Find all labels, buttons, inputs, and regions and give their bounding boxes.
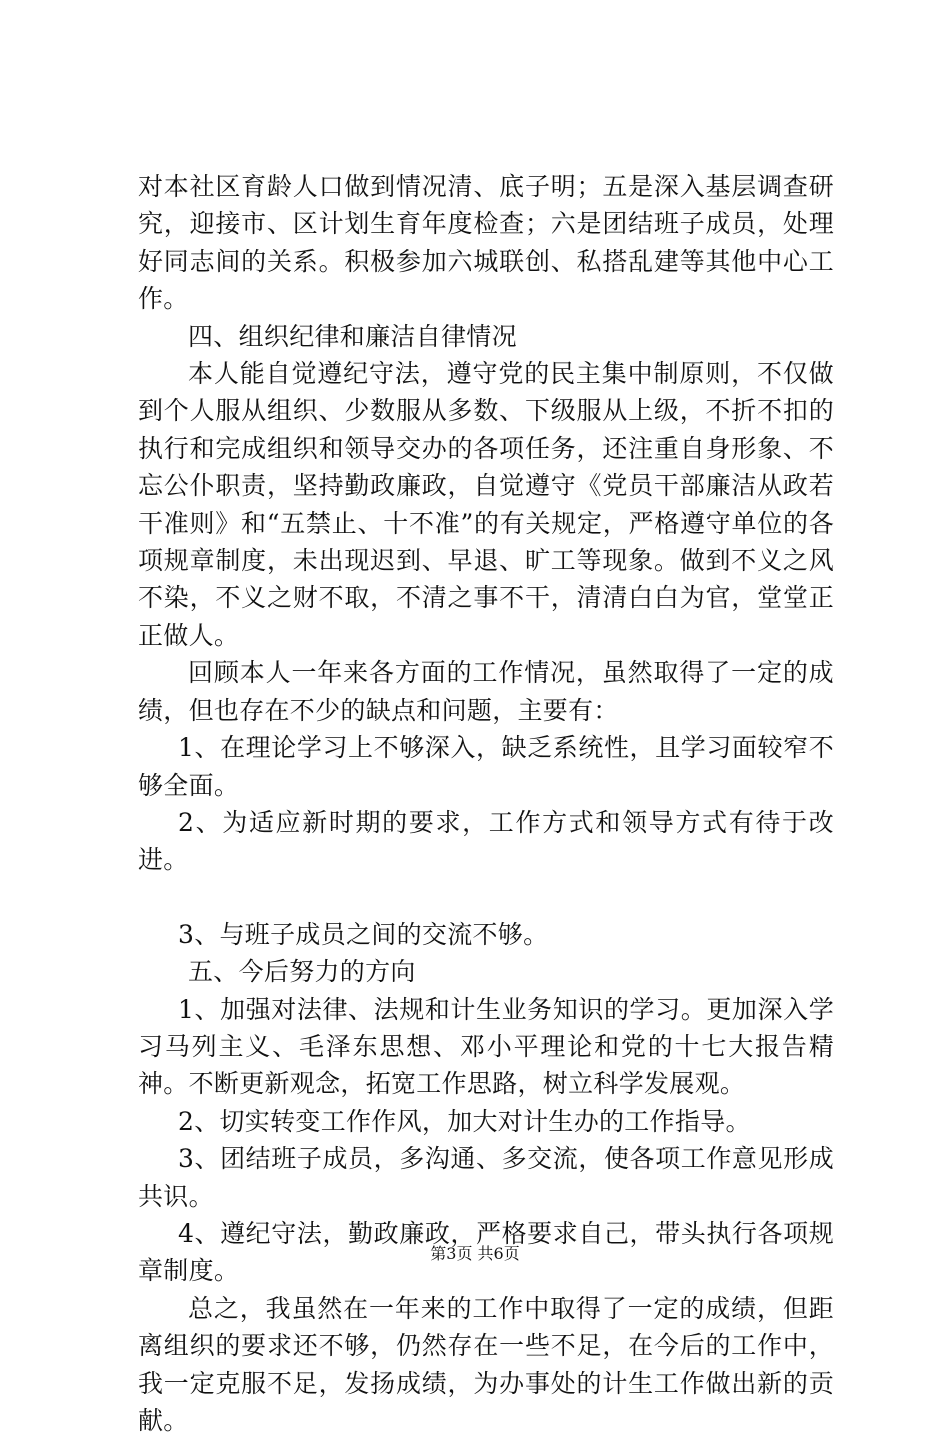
section-heading-discipline: 四、组织纪律和廉洁自律情况 [188, 321, 517, 351]
paragraph-closing-work-items: 对本社区育龄人口做到情况清、底子明；五是深入基层调查研究，迎接市、区计划生育年度检查；六是团结班子成员，处理好同志间的关系。积极参加六城联创、私搭乱建等其他中心工作。 [138, 172, 834, 314]
paragraph-discipline: 本人能自觉遵纪守法，遵守党的民主集中制原则，不仅做到个人服从组织、少数服从多数、下级服从上级，不折不扣的执行和完成组织和领导交办的各项任务，还注重自身形象、不忘公仆职责，坚持勤政廉政，自觉遵守《党员干部廉洁从政若干准则》和“五禁止、十不准”的有关规定，严格遵守单位的各项规章制度，未出现迟到、早退、旷工等现象。做到不义之风不染，不义之财不取，不清之事不干，清清白白为官，堂堂正正做人。 [138, 359, 834, 650]
paragraph-review-intro: 回顾本人一年来各方面的工作情况，虽然取得了一定的成绩，但也存在不少的缺点和问题，主要有： [138, 658, 834, 725]
paragraph-conclusion: 总之，我虽然在一年来的工作中取得了一定的成绩，但距离组织的要求还不够，仍然存在一些不足，在今后的工作中，我一定克服不足，发扬成绩，为办事处的计生工作做出新的贡献。 [138, 1293, 834, 1435]
list-item-direction-3: 3、团结班子成员，多沟通、多交流，使各项工作意见形成共识。 [138, 1144, 834, 1211]
list-item-shortcoming-1: 1、在理论学习上不够深入，缺乏系统性，且学习面较窄不够全面。 [138, 733, 834, 800]
list-item-direction-4: 4、遵纪守法，勤政廉政，严格要求自己，带头执行各项规章制度。 [138, 1218, 834, 1286]
list-item-direction-2: 2、切实转变工作作风，加大对计生办的工作指导。 [178, 1106, 751, 1136]
list-item-shortcoming-2: 2、为适应新时期的要求，工作方式和领导方式有待于改进。 [138, 807, 834, 875]
list-item-shortcoming-3: 3、与班子成员之间的交流不够。 [178, 919, 549, 949]
list-item-direction-1: 1、加强对法律、法规和计生业务知识的学习。更加深入学习马列主义、毛泽东思想、邓小平理论和党的十七大报告精神。不断更新观念，拓宽工作思路，树立科学发展观。 [138, 994, 834, 1099]
section-heading-future-direction: 五、今后努力的方向 [188, 957, 416, 987]
page-footer [0, 1244, 950, 1264]
page-number-label: 第3页 共6页 [430, 1244, 520, 1263]
